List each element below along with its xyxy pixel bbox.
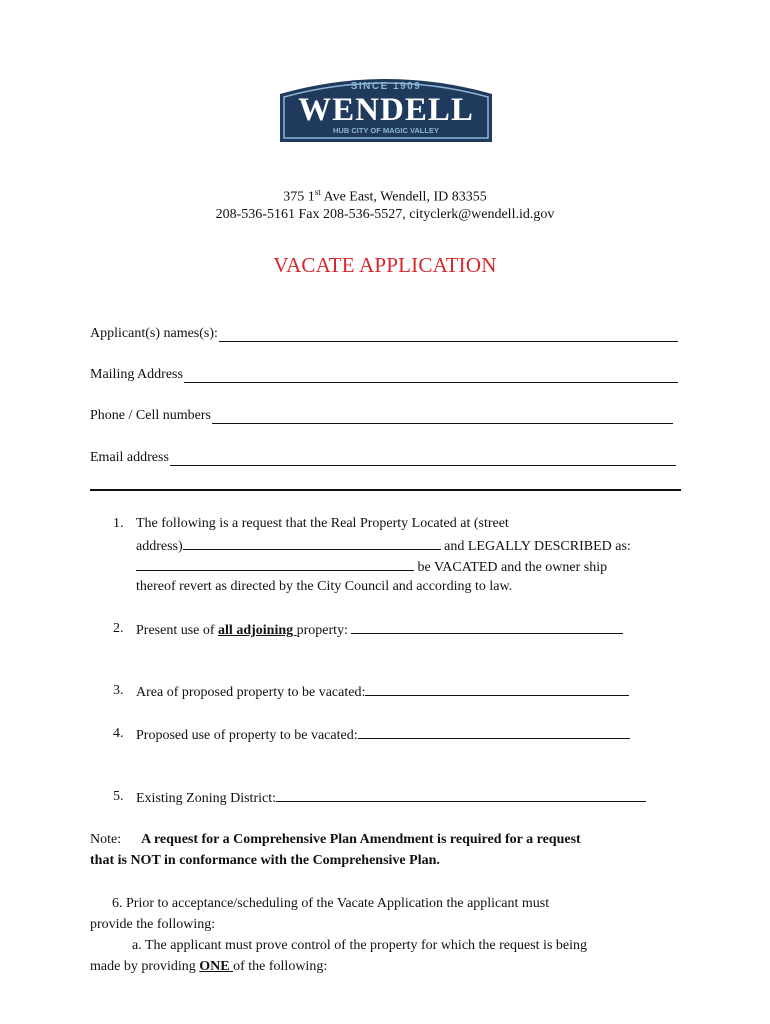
section-6a-line1: a. The applicant must prove control of the property for which the request is being [132, 938, 587, 953]
applicants-label: Applicant(s) names(s): [90, 326, 218, 341]
email-label: Email address [90, 450, 169, 465]
contact-line: 208-536-5161 Fax 208-536-5527, cityclerk@wendell.id.gov [215, 207, 555, 222]
phone-input[interactable] [212, 409, 673, 424]
logo-tagline: HUB CITY OF MAGIC VALLEY [333, 126, 439, 135]
section-6a-line2: made by providing ONE of the following: [90, 959, 328, 974]
logo-since: SINCE 1909 [350, 81, 422, 92]
email-field[interactable] [90, 450, 676, 466]
email-input[interactable] [170, 451, 676, 466]
mailing-input[interactable] [184, 368, 678, 383]
section-6-line2: provide the following: [90, 917, 216, 932]
wendell-logo [276, 70, 496, 144]
logo-name: WENDELL [298, 92, 474, 128]
divider [90, 489, 681, 491]
page-title: VACATE APPLICATION [273, 253, 497, 277]
section-6-line1: 6. Prior to acceptance/scheduling of the Vacate Application the applicant must [112, 896, 550, 911]
address-line: 375 1st Ave East, Wendell, ID 83355 [283, 187, 487, 205]
street-address-input[interactable] [183, 537, 441, 550]
area-input[interactable] [365, 683, 629, 696]
mailing-field[interactable] [90, 367, 678, 383]
zoning-input[interactable] [276, 789, 646, 802]
applicants-input[interactable] [219, 327, 678, 342]
phone-field[interactable] [90, 408, 673, 424]
note: Note: A request for a Comprehensive Plan Amendment is required for a request that is NOT in conformance with the Comprehensive Plan. [90, 832, 581, 868]
proposed-use-input[interactable] [358, 726, 630, 739]
mailing-label: Mailing Address [90, 367, 183, 382]
legal-description-input[interactable] [136, 558, 414, 571]
phone-label: Phone / Cell numbers [90, 408, 211, 423]
applicants-field[interactable] [90, 326, 678, 342]
adjoining-use-input[interactable] [351, 621, 623, 634]
